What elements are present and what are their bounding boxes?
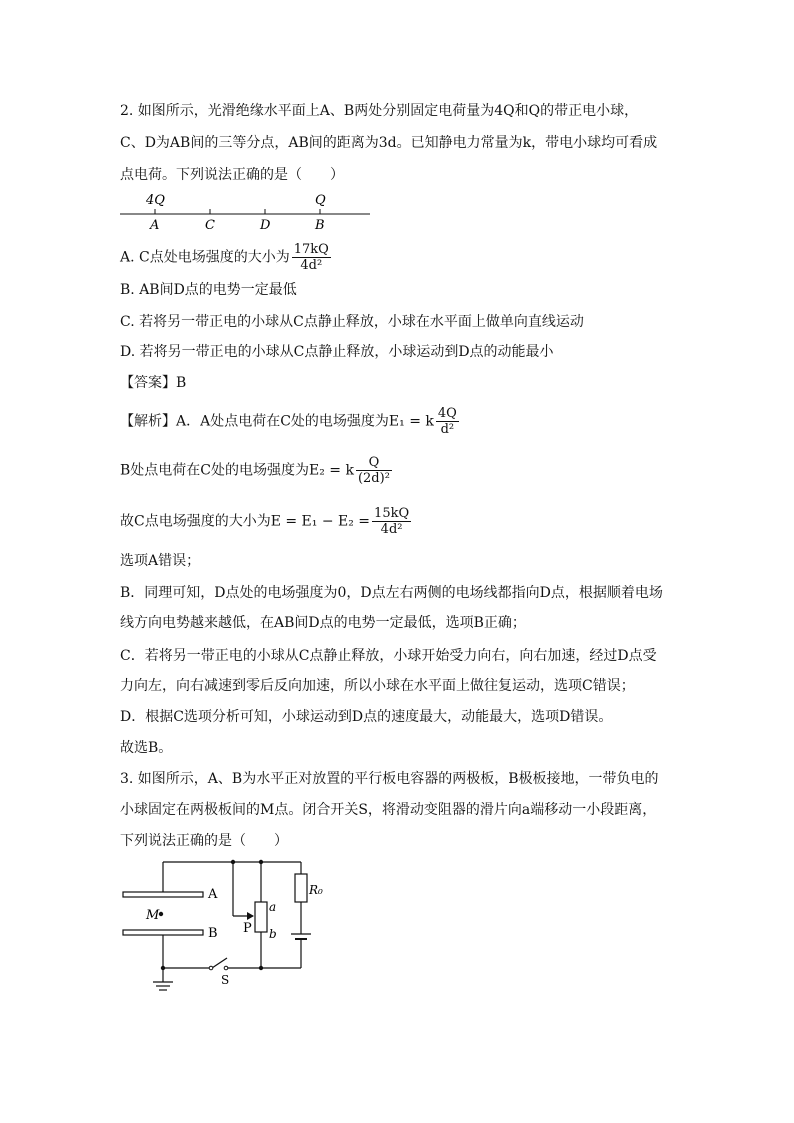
q2-stem-line-3: 点电荷。下列说法正确的是（ ） <box>120 167 344 183</box>
e-fraction: $\frac{15kQ}{\text{4d²}}$ <box>374 506 410 537</box>
label-b: B <box>315 218 325 232</box>
label-q: Q <box>315 193 326 208</box>
end-b-label: b <box>269 927 277 941</box>
point-m-label: M <box>146 908 160 923</box>
resistor-r0-label: R₀ <box>309 883 323 897</box>
explanation-line-2: B处点电荷在C处的电场强度为E₂ = k $\frac{Q}{\text{(2d)²}}$ <box>120 455 390 486</box>
e1-fraction: $\frac{4Q}{\text{d²}}$ <box>437 406 457 437</box>
q2-stem-line-2: C、D为AB间的三等分点，AB间的距离为3d。已知静电力常量为k，带电小球均可看成 <box>120 135 658 151</box>
explanation-line-3: 故C点电场强度的大小为E = E₁ − E₂ = $\frac{15kQ}{\text{4d²}}$ <box>120 506 410 537</box>
label-d: D <box>260 218 271 232</box>
explanation-line-8: 力向左，向右减速到零后反向加速，所以小球在水平面上做往复运动，选项C错误； <box>120 678 635 694</box>
q2-option-b: B. AB间D点的电势一定最低 <box>120 282 297 298</box>
option-a-text: A. C点处电场强度的大小为 <box>120 249 290 266</box>
switch-s-label: S <box>221 973 230 987</box>
q2-option-d: D. 若将另一带正电的小球从C点静止释放，小球运动到D点的动能最小 <box>120 344 554 360</box>
explanation-line-9: D．根据C选项分析可知，小球运动到D点的速度最大，动能最大，选项D错误。 <box>120 709 613 725</box>
q2-answer: 【答案】B <box>120 375 187 391</box>
q3-stem-line-1: 3. 如图所示，A、B为水平正对放置的平行板电容器的两极板，B极板接地，一带负电的 <box>120 771 659 787</box>
q2-charge-line-figure <box>118 186 374 232</box>
q2-option-c: C. 若将另一带正电的小球从C点静止释放，小球在水平面上做单向直线运动 <box>120 314 584 330</box>
explanation-line-10: 故选B。 <box>120 740 173 756</box>
option-a-fraction: $\frac{17kQ}{\text{4d²}}$ <box>293 242 329 273</box>
end-a-label: a <box>269 900 277 914</box>
q3-circuit-diagram <box>115 856 330 1002</box>
explanation-line-4: 选项A错误； <box>120 553 201 569</box>
slider-p-label: P <box>243 921 252 936</box>
explanation-line-1: 【解析】A．A处点电荷在C处的电场强度为E₁ = k $\frac{4Q}{\text{d²}}$ <box>120 406 457 437</box>
label-4q: 4Q <box>146 193 165 208</box>
q3-stem-line-2: 小球固定在两极板间的M点。闭合开关S，将滑动变阻器的滑片向a端移动一小段距离， <box>120 802 657 818</box>
plate-b-label: B <box>208 926 218 941</box>
q2-stem-line-1: 2. 如图所示，光滑绝缘水平面上A、B两处分别固定电荷量为4Q和Q的带正电小球， <box>120 103 639 119</box>
label-c: C <box>205 218 215 232</box>
explanation-line-6: 线方向电势越来越低，在AB间D点的电势一定最低，选项B正确； <box>120 615 526 631</box>
q2-option-a <box>120 242 333 273</box>
q3-stem-line-3: 下列说法正确的是（ ） <box>120 833 288 849</box>
plate-a-label: A <box>208 887 218 902</box>
e2-fraction: $\frac{Q}{\text{(2d)²}}$ <box>357 455 390 486</box>
explanation-line-7: C．若将另一带正电的小球从C点静止释放，小球开始受力向右，向右加速，经过D点受 <box>120 648 657 664</box>
label-a: A <box>150 218 160 232</box>
explanation-line-5: B．同理可知，D点处的电场强度为0，D点左右两侧的电场线都指向D点，根据顺着电场 <box>120 585 663 601</box>
